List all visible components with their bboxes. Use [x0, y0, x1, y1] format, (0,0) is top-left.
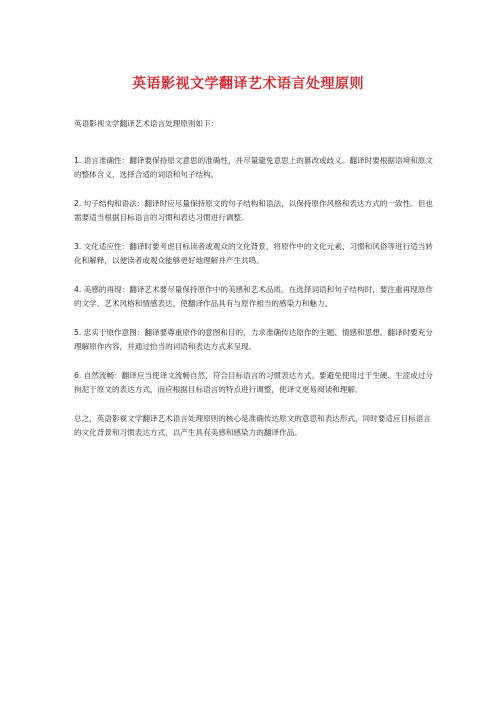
principle-paragraph-5: 5. 忠实于原作意图：翻译要尊重原作的意图和目的，力求准确传达原作的主题、情感和思想。翻译时要充分理解原作内容，并通过恰当的词语和表达方式来呈现。	[74, 327, 433, 351]
principle-paragraph-3: 3. 文化适应性：翻译时要考虑目标读者或观众的文化背景，将原作中的文化元素、习惯和风俗等进行适当转化和解释，以便读者或观众能够更好地理解并产生共鸣。	[74, 241, 433, 265]
intro-paragraph: 英语影视文学翻译艺术语言处理原则如下：	[74, 119, 219, 128]
principle-paragraph-1: 1. 语言准确性：翻译要保持原文意思的准确性，并尽量避免意思上的篡改或歧义。翻译时要根据语境和原文的整体含义，选择合适的词语和句子结构。	[74, 155, 433, 179]
principle-paragraph-6: 6. 自然流畅：翻译应当使译文流畅自然，符合目标语言的习惯表达方式。要避免使用过于生硬、生涩或过分拘泥于原文的表达方式，而应根据目标语言的特点进行调整，使译文更易阅读和理解。	[74, 370, 433, 394]
document-body	[74, 117, 436, 455]
conclusion-paragraph: 总之，英语影视文学翻译艺术语言处理原则的核心是准确传达原文的意思和表达形式，同时要适应目标语言的文化背景和习惯表达方式，以产生具有美感和感染力的翻译作品。	[74, 413, 431, 437]
principle-paragraph-2: 2. 句子结构和语法：翻译时应尽量保持原文的句子结构和语法，以保持原作风格和表达方式的一致性。但也需要适当根据目标语言的习惯和表达习惯进行调整。	[74, 198, 433, 222]
document-title: 英语影视文学翻译艺术语言处理原则	[132, 76, 364, 92]
principle-paragraph-4: 4. 美感的再现：翻译艺术要尽量保持原作中的美感和艺术品质。在选择词语和句子结构时，要注重再现原作的文学、艺术风格和情感表达，使翻译作品具有与原作相当的感染力和魅力。	[74, 284, 433, 308]
